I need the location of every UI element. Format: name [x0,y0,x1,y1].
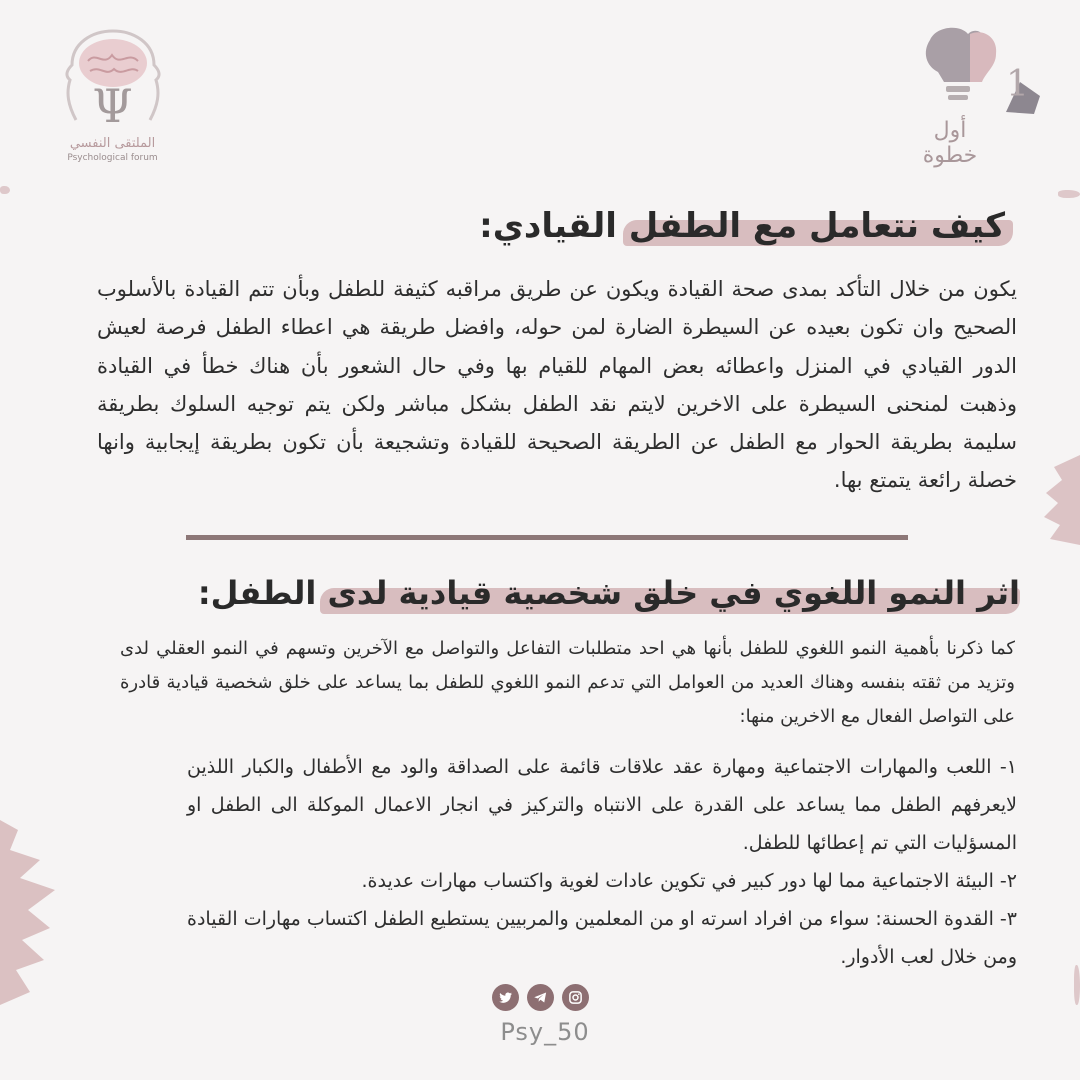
decorative-splash-left [0,820,60,1005]
section1-heading [479,206,1005,246]
social-links [492,984,592,1014]
logo-number: 1 [1006,64,1029,105]
decorative-stroke-right-bottom [1074,965,1080,1005]
section1-paragraph: يكون من خلال التأكد بمدى صحة القيادة ويكون عن طريق مراقبه كثيفة للطفل وبأن تتم القيادة بالأسلوب الصحيح وان تكون بعيده عن السيطرة الضارة لمن حوله، وافضل طريقة هي اعطاء الطفل فرصة لعيش الدور القيادي في المنزل واعطائه بعض المهام للقيام بها وفي حال الشعور بأن هناك خطأ في القيادة وذهبت لمنحنى السيطرة على الاخرين لايتم نقد الطفل بشكل مباشر ولكن يتم توجيه السلوك بطريقة سليمة بطريقة الحوار مع الطفل عن الطريقة الصحيحة للقيادة وتشجيعة بأن تكون بطريقة إيجابية وانها خصلة رائعة يتمتع بها. [97,277,1017,493]
decorative-stroke-top-left [0,186,10,194]
section2-list [187,748,1017,976]
logo-english-name: Psychological forum [67,153,158,163]
psychological-forum-logo [55,25,170,163]
section2-intro: كما ذكرنا بأهمية النمو اللغوي للطفل بأنها هي احد متطلبات التفاعل والتواصل مع الآخرين وتسهم في النمو العقلي لدى وتزيد من ثقته بنفسه وهناك العديد من العوامل التي تدعم النمو اللغوي للطفل بما يساعد على خلق شخصية قيادية قادرة على التواصل الفعال مع الاخرين منها: [120,638,1015,727]
decorative-splash-right [1040,455,1080,545]
list-item: ٣- القدوة الحسنة: سواء من افراد اسرته او من المعلمين والمربيين يستطيع الطفل اكتساب مهارات القيادة ومن خلال لعب الأدوار. [187,908,1017,968]
psi-symbol: Ψ [92,79,133,133]
telegram-icon[interactable] [527,984,554,1011]
section1-title: كيف نتعامل مع الطفل القيادي: [479,206,1005,246]
instagram-icon[interactable] [562,984,589,1011]
twitter-icon[interactable] [492,984,519,1011]
list-item: ٢- البيئة الاجتماعية مما لها دور كبير في تكوين عادات لغوية واكتساب مهارات عديدة. [361,870,1017,892]
decorative-stroke-top-right [1058,190,1080,198]
section2-title: اثر النمو اللغوي في خلق شخصية قيادية لدى الطفل: [197,574,1020,612]
logo-arabic-name: الملتقى النفسي [69,136,156,151]
logo-arabic-name-right: أول خطوة [922,118,978,168]
lightbulb-brain-icon [910,20,1050,120]
first-step-logo [910,20,1050,168]
section2-heading [198,574,1020,612]
list-item: ١- اللعب والمهارات الاجتماعية ومهارة عقد علاقات قائمة على الصداقة والود مع الأطفال والكبار اللذين لايعرفهم الطفل مما يساعد على القدرة على الانتباه والتركيز في انجار الاعمال الموكلة الى الطفل او المسؤليات التي تم إعطائها للطفل. [187,756,1017,854]
social-handle: Psy_50 [500,1018,590,1046]
section-divider [186,535,908,540]
